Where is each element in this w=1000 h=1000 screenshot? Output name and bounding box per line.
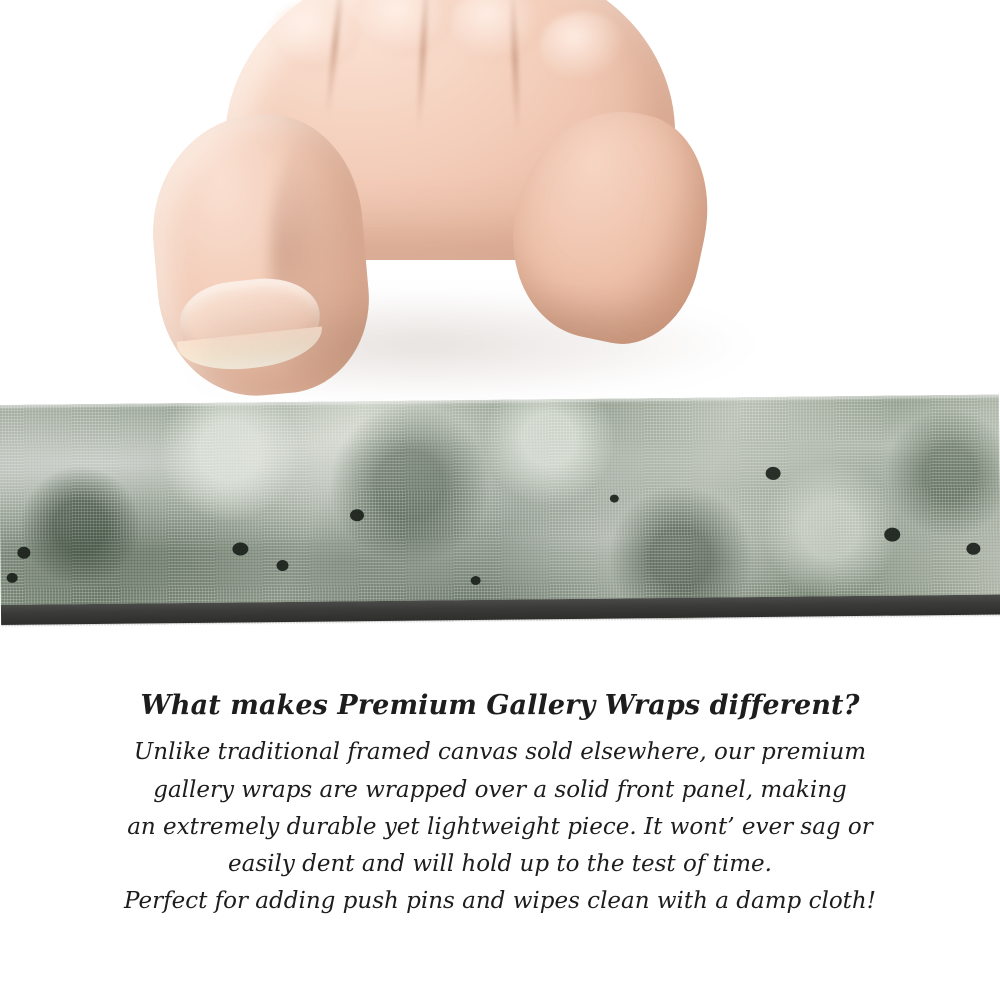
- print-speck: [766, 467, 781, 480]
- print-speck: [966, 543, 980, 555]
- caption-line: an extremely durable yet lightweight piece. It wont’ ever sag or: [127, 813, 873, 840]
- print-speck: [232, 542, 248, 555]
- print-speck: [17, 547, 30, 559]
- print-speck: [276, 560, 288, 571]
- caption-line: gallery wraps are wrapped over a solid front panel, making: [153, 776, 847, 803]
- hand-illustration: [120, 0, 680, 430]
- caption-heading: What makes Premium Gallery Wraps different?: [140, 690, 860, 721]
- caption-line: Perfect for adding push pins and wipes clean with a damp cloth!: [124, 888, 876, 915]
- canvas-weave-texture: [0, 395, 1000, 627]
- caption-block: [0, 690, 1000, 921]
- print-speck: [7, 573, 18, 583]
- caption-line: easily dent and will hold up to the test of time.: [228, 851, 772, 878]
- caption-body: [0, 734, 1000, 920]
- print-speck: [610, 495, 619, 503]
- caption-line: Unlike traditional framed canvas sold elsewhere, our premium: [133, 739, 867, 766]
- print-speck: [350, 509, 364, 521]
- knuckle-highlight: [540, 12, 626, 82]
- canvas-wrap-edge: [0, 395, 1000, 627]
- knuckle-highlight: [270, 0, 360, 70]
- print-speck: [884, 528, 900, 542]
- print-speck: [471, 576, 481, 585]
- hand-contact-shadow: [200, 290, 760, 400]
